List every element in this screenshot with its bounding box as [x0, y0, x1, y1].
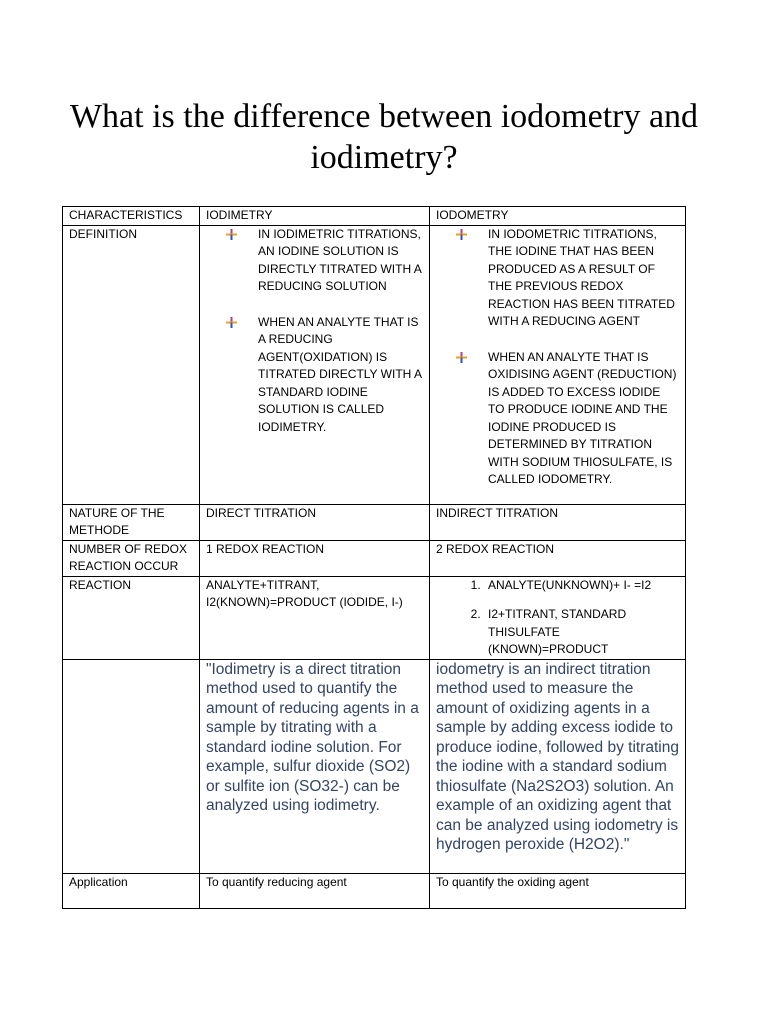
application-row: [63, 873, 686, 908]
list-item: WHEN AN ANALYTE THAT IS A REDUCING AGENT(OXIDATION) IS TITRATED DIRECTLY WITH A STANDARD IODINE SOLUTION IS CALLED IODIMETRY.: [226, 314, 423, 437]
row-label: [63, 659, 200, 873]
iodometry-application-cell: To quantify the oxiding agent: [430, 873, 686, 908]
star-bullet-icon: [456, 352, 467, 363]
redox-row: [63, 540, 686, 576]
row-label: REACTION: [63, 576, 200, 659]
iodometry-description-cell: iodometry is an indirect titration method used to measure the amount of oxidizing agents in a sample by adding excess iodide to produce iodine, followed by titrating the iodine with a standard sodium thiosulfate (Na2S2O3) solution. An example of an oxidizing agent that can be analyzed using iodometry is hydrogen peroxide (H2O2).": [430, 659, 686, 873]
iodimetry-definition-cell: [200, 225, 430, 504]
list-item: 2. I2+TITRANT, STANDARD THISULFATE (KNOWN)=PRODUCT: [484, 606, 679, 659]
table-header-row: [63, 207, 686, 226]
reaction-row: [63, 576, 686, 659]
list-item: IN IODIMETRIC TITRATIONS, AN IODINE SOLUTION IS DIRECTLY TITRATED WITH A REDUCING SOLUTION: [226, 226, 423, 296]
iodometry-definition-cell: [430, 225, 686, 504]
iodimetry-redox-cell: 1 REDOX REACTION: [200, 540, 430, 576]
iodimetry-nature-cell: DIRECT TITRATION: [200, 504, 430, 540]
header-iodimetry: IODIMETRY: [200, 207, 430, 226]
bullet-list: [206, 226, 423, 437]
page-title: What is the difference between iodometry and iodimetry?: [69, 98, 699, 176]
row-label: DEFINITION: [63, 225, 200, 504]
row-label: NUMBER OF REDOX REACTION OCCUR: [63, 540, 200, 576]
row-label: NATURE OF THE METHODE: [63, 504, 200, 540]
iodometry-nature-cell: INDIRECT TITRATION: [430, 504, 686, 540]
iodimetry-reaction-cell: ANALYTE+TITRANT, I2(KNOWN)=PRODUCT (IODIDE, I-): [200, 576, 430, 659]
nature-row: [63, 504, 686, 540]
star-bullet-icon: [456, 229, 467, 240]
definition-row: [63, 225, 686, 504]
iodimetry-description-cell: "Iodimetry is a direct titration method used to quantify the amount of reducing agents in a sample by titrating with a standard iodine solution. For example, sulfur dioxide (SO2) or sulfite ion (SO32-) can be analyzed using iodimetry.: [200, 659, 430, 873]
iodometry-reaction-cell: [430, 576, 686, 659]
numbered-list: [436, 577, 679, 659]
bullet-list: [436, 226, 679, 489]
list-item: 1. ANALYTE(UNKNOWN)+ I- =I2: [484, 577, 679, 595]
header-iodometry: IODOMETRY: [430, 207, 686, 226]
star-bullet-icon: [226, 229, 237, 240]
iodimetry-application-cell: To quantify reducing agent: [200, 873, 430, 908]
list-item: WHEN AN ANALYTE THAT IS OXIDISING AGENT (REDUCTION) IS ADDED TO EXCESS IODIDE TO PRODUCE IODINE AND THE IODINE PRODUCED IS DETERMINED BY TITRATION WITH SODIUM THIOSULFATE, IS CALLED IODOMETRY.: [456, 349, 679, 489]
star-bullet-icon: [226, 317, 237, 328]
list-item: IN IODOMETRIC TITRATIONS, THE IODINE THAT HAS BEEN PRODUCED AS A RESULT OF THE PREVIOUS REDOX REACTION HAS BEEN TITRATED WITH A REDUCING AGENT: [456, 226, 679, 331]
row-label: Application: [63, 873, 200, 908]
comparison-table: [62, 206, 686, 909]
description-row: [63, 659, 686, 873]
header-characteristics: CHARACTERISTICS: [63, 207, 200, 226]
iodometry-redox-cell: 2 REDOX REACTION: [430, 540, 686, 576]
